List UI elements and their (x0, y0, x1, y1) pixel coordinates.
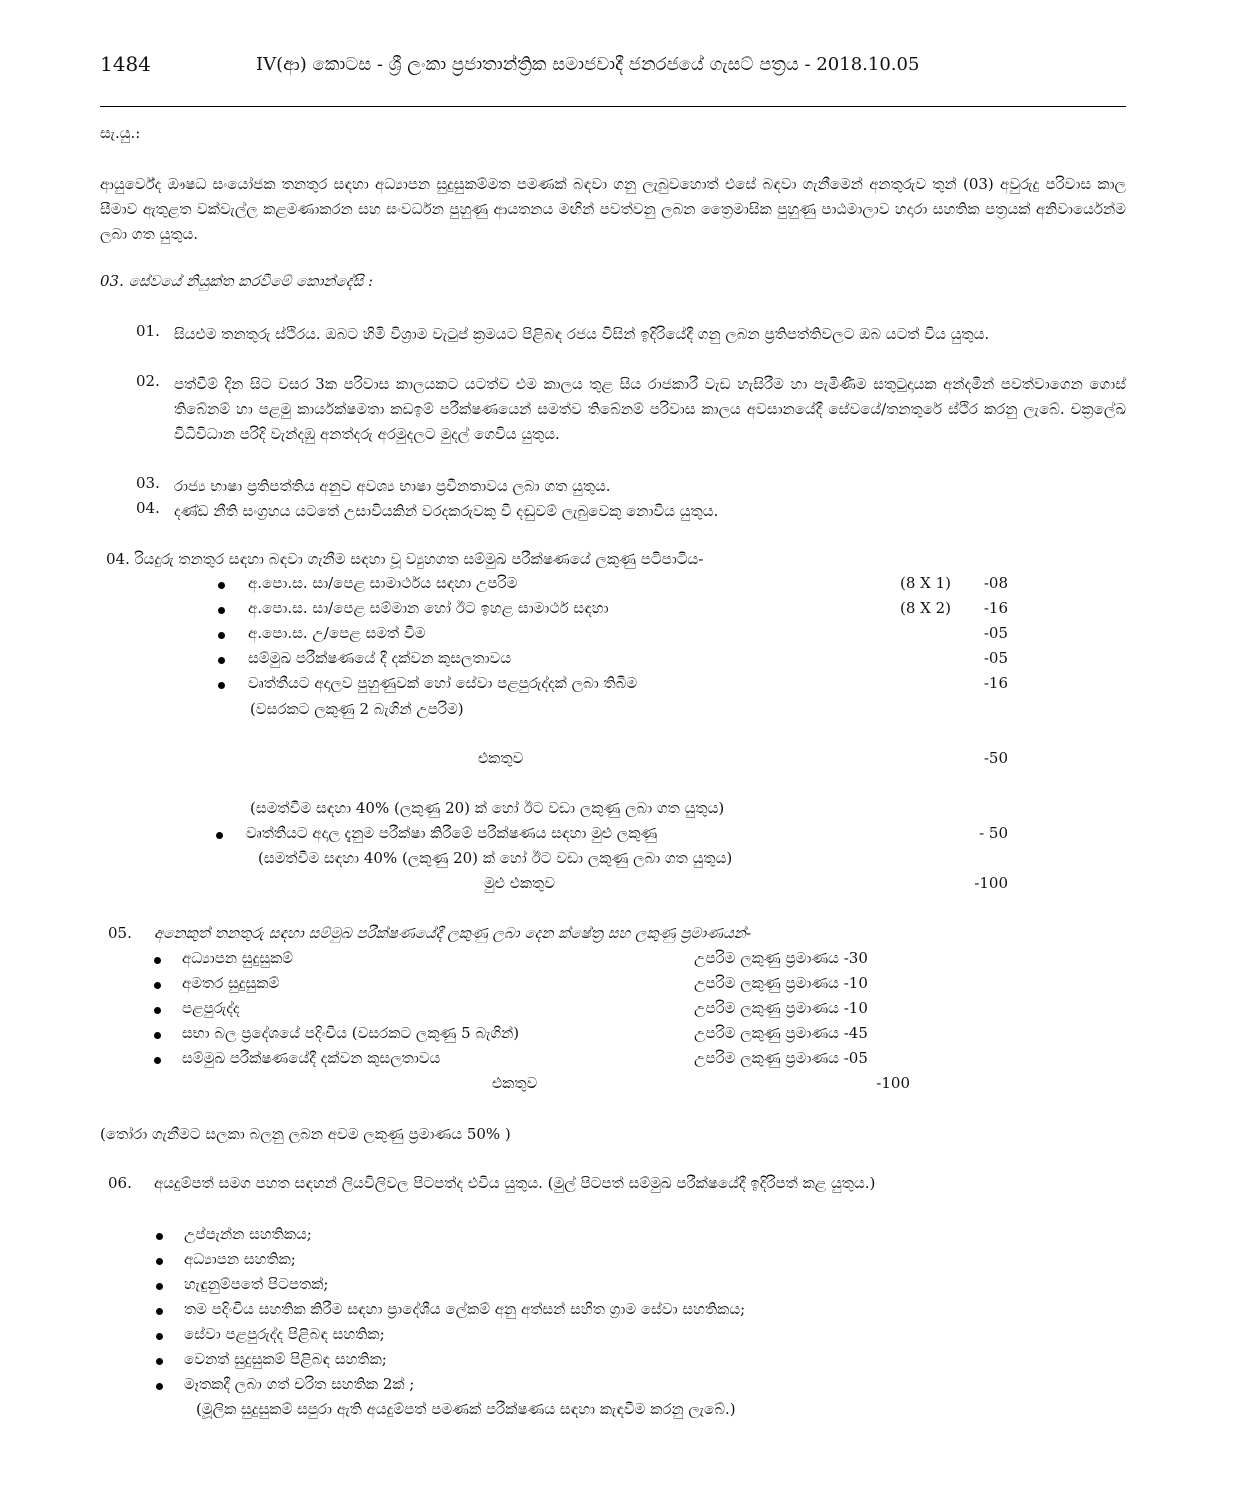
bullet-icon (156, 1358, 163, 1365)
sub-note: (වසරකට ලකුණු 2 බැගින් උපරිම) (250, 700, 464, 718)
bullet-icon (154, 1032, 161, 1039)
section-06-heading: අයදුම්පත් සමග පහත සඳහන් ලියවිලිවල පිටපත්ද එවිය යුතුය. (මුල් පිටපත් සම්මුඛ පරීක්ෂයේදී ඉදිරිපත් කළ යුතුය.) (154, 1174, 876, 1192)
condition-text: රාජ්‍ය භාෂා ප්‍රතිපත්තිය අනුව අවශ්‍ය භාෂා ප්‍රවීනතාවය ලබා ගත යුතුය. (174, 477, 611, 495)
practical-test-marks: - 50 (979, 824, 1008, 842)
gazette-header-title: IV(ආ) කොටස - ශ්‍රී ලංකා ප්‍රජාතාන්ත්‍රික සමාජවාදී ජනරජයේ ගැසට් පත්‍රය - 2018.10.05 (256, 54, 920, 75)
mark-item-calc: (8 X 1) (900, 574, 952, 592)
bullet-icon (218, 582, 225, 589)
document-item: අධ්‍යාපන සහතික; (184, 1250, 296, 1268)
section-03-heading: 03. සේවයේ නියුක්ත කරවීමේ කොන්දේසි : (100, 272, 374, 290)
bullet-icon (154, 957, 161, 964)
mark-item-marks: -08 (983, 574, 1008, 592)
bullet-icon (154, 1057, 161, 1064)
mark-item-calc: (8 X 2) (900, 599, 952, 617)
criteria-label: පළපුරුද්ද (182, 999, 240, 1017)
document-item: උප්පැන්න සහතිකය; (184, 1225, 312, 1243)
bullet-icon (216, 832, 223, 839)
document-item: වෙනත් සුදුසුකම් පිළිබඳ සහතික; (184, 1350, 387, 1368)
pass-note: (සමත්වීම සඳහා 40% (ලකුණු 20) ක් හෝ ඊට වඩා ලකුණු ලබා ගත යුතුය) (250, 799, 725, 817)
bullet-icon (218, 607, 225, 614)
section-06-footnote: (මූලික සුදුසුකම් සපුරා ඇති අයදුම්පත් පමණක් පරීක්ෂණය සඳහා කැඳවීම කරනු ලැබේ.) (196, 1400, 736, 1418)
bullet-icon (154, 1007, 161, 1014)
condition-number: 03. (136, 474, 160, 492)
section-04-heading: 04. රියදුරු තනතුර සඳහා බඳවා ගැනීම සඳහා වූ ව්‍යුහගත සම්මුඛ පරීක්ෂණයේ ලකුණු පටිපාටිය- (106, 550, 704, 568)
criteria-label: අධ්‍යාපන සුදුසුකම් (182, 949, 294, 967)
note-paragraph: ආයුර්වේද ඖෂධ සංයෝජක තනතුර සඳහා අධ්‍යාපන සුදුසුකම්මත පමණක් බඳවා ගනු ලැබුවහොත් එසේ බඳවා ගැනීමෙන් අනතුරුව තුන් (03) අවුරුදු පරිවාස කාල සීමාව ඇතුළත වක්වැල්ල කළමණාකරන සහ සංවර්ධන පුහුණු ආයතනය මඟින් පවත්වනු ලබන ත්‍රෛමාසික පුහුණු පාඨමාලාව හදාරා සහතික පත්‍රයක් අනිවාර්යෙන්ම ලබා ගත යුතුය. (100, 175, 1126, 243)
criteria-label: අමතර සුදුසුකම් (182, 974, 280, 992)
bullet-icon (156, 1233, 163, 1240)
grand-total-marks: -100 (974, 874, 1008, 892)
bullet-icon (156, 1333, 163, 1340)
criteria-max: උපරිම ලකුණු ප්‍රමාණය -45 (694, 1024, 868, 1042)
criteria-max: උපරිම ලකුණු ප්‍රමාණය -10 (694, 999, 868, 1017)
bullet-icon (218, 632, 225, 639)
condition-text: පත්වීම් දින සිට වසර 3ක පරිවාස කාලයකට යටත්ව එම කාලය තුළ සිය රාජකාරී වැඩ හැසිරීම හා පැමිණීම සතුටුදායක අන්දමින් පවත්වාගෙන ගොස් තිබේනම් හා පළමු කාර්යක්ෂමතා කඩඉම් පරීක්ෂණයෙන් සමත්ව තිබේනම් පරිවාස කාලය අවසානයේදී සේවයේ/තනතුරේ ස්ථිර කරනු ලැබේ. චක්‍රලේඛ විධිවිධාන පරිදි වැන්දඹු අනත්දරු අරමුදලට මුදල් ගෙවිය යුතුය. (174, 375, 1126, 443)
condition-number: 02. (136, 372, 160, 390)
document-item: තම පදිංචිය සහතික කිරීම සඳහා ප්‍රාදේශීය ලේකම් අනු අත්සන් සහිත ග්‍රාම සේවා සහතිකය; (184, 1300, 746, 1318)
practical-test-label: වෘත්තීයට අදාල දැනුම පරීක්ෂා කිරීමේ පරීක්ෂණය සඳහා මුළු ලකුණු (246, 824, 658, 842)
bullet-icon (218, 682, 225, 689)
bullet-icon (156, 1283, 163, 1290)
mark-item-label: වෘත්තීයට අදාලව පුහුණුවක් හෝ සේවා පළපුරුද්දක් ලබා තිබීම (248, 674, 638, 692)
note-label: සැ.යු.: (100, 124, 141, 142)
section-06-number: 06. (108, 1174, 132, 1192)
selection-note: (තෝරා ගැනීමට සලකා බලනු ලබන අවම ලකුණු ප්‍රමාණය 50% ) (100, 1125, 511, 1143)
section-05-heading: අනෙකුත් තනතුරු සඳහා සම්මුඛ පරීක්ෂණයේදී ලකුණු ලබා දෙන ක්ෂේත්‍ර සහ ලකුණු ප්‍රමාණයන්- (154, 924, 752, 942)
mark-item-marks: -05 (983, 624, 1008, 642)
header-rule (100, 106, 1126, 107)
condition-text: දණ්ඩ නීති සංග්‍රහය යටතේ උසාවියකින් වරදකරුවකු වී දඬුවම් ලැබුවෙකු නොවිය යුතුය. (174, 502, 719, 520)
page-number: 1484 (100, 52, 151, 76)
criteria-label: සම්මුඛ පරීක්ෂණයේදී දක්වන කුසලතාවය (182, 1049, 441, 1067)
condition-number: 01. (136, 322, 160, 340)
bullet-icon (156, 1383, 163, 1390)
criteria-max: උපරිම ලකුණු ප්‍රමාණය -30 (694, 949, 868, 967)
mark-item-marks: -16 (983, 674, 1008, 692)
pass-note: (සමත්වීම සඳහා 40% (ලකුණු 20) ක් හෝ ඊට වඩා ලකුණු ලබා ගත යුතුය) (258, 849, 733, 867)
mark-item-label: අ.පො.ස. සා/පෙළ සම්මාන හෝ ඊට ඉහළ සාමාර්ථ සඳහා (248, 599, 609, 617)
document-item: මෑතකදී ලබා ගත් චරිත සහතික 2ක් ; (184, 1375, 415, 1393)
criteria-max: උපරිම ලකුණු ප්‍රමාණය -10 (694, 974, 868, 992)
total-marks: -50 (983, 749, 1008, 767)
mark-item-label: අ.පො.ස. උ/පෙළ සමත් වීම (248, 624, 426, 642)
condition-text: සියළුම තනතුරු ස්ථිරය. ඔබට හිමි විශ්‍රාම වැටුප් ක්‍රමයට පිළිබඳ රජය විසින් ඉදිරියේදී ගනු ලබන ප්‍රතිපත්තිවලට ඔබ යටත් විය යුතුය. (174, 325, 990, 343)
criteria-max: උපරිම ලකුණු ප්‍රමාණය -05 (694, 1049, 868, 1067)
criteria-label: සභා බල ප්‍රදේශයේ පදිංචිය (වසරකට ලකුණු 5 බැගින්) (182, 1024, 520, 1042)
mark-item-marks: -16 (983, 599, 1008, 617)
total-label: එකතුව (492, 1074, 538, 1092)
bullet-icon (154, 982, 161, 989)
section-05-number: 05. (108, 924, 132, 942)
bullet-icon (218, 657, 225, 664)
mark-item-label: සම්මුඛ පරීක්ෂණයේ දී දක්වන කුසලතාවය (248, 649, 512, 667)
document-item: හැඳුනුම්පතේ පිටපතක්; (184, 1275, 329, 1293)
mark-item-marks: -05 (983, 649, 1008, 667)
document-item: සේවා පළපුරුද්ද පිළිබඳ සහතික; (184, 1325, 385, 1343)
total-label: එකතුව (478, 749, 524, 767)
grand-total-label: මුළු එකතුව (484, 874, 556, 892)
mark-item-label: අ.පො.ස. සා/පෙළ සාමාර්ථය සඳහා උපරිම (248, 574, 518, 592)
bullet-icon (156, 1308, 163, 1315)
total-marks: -100 (876, 1074, 910, 1092)
bullet-icon (156, 1258, 163, 1265)
condition-number: 04. (136, 499, 160, 517)
